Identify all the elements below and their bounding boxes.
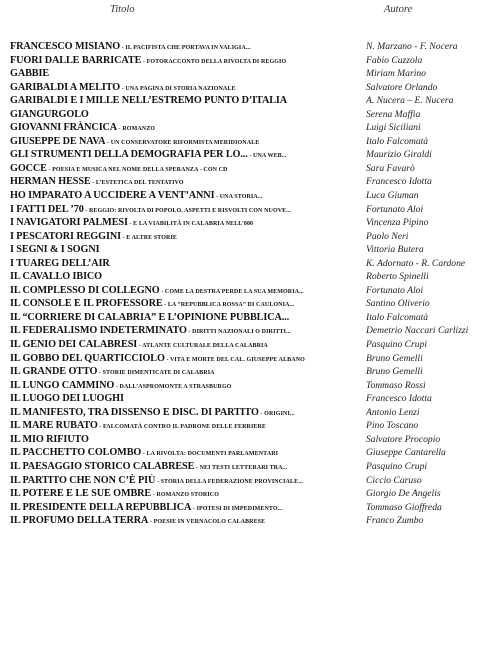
book-author: Fortunato Aloi [366, 284, 424, 296]
book-row [0, 121, 502, 135]
book-row [0, 514, 502, 528]
book-title: IL LUNGO CAMMINO [10, 379, 115, 391]
book-author: N. Marzano - F. Nocera [366, 41, 458, 52]
book-subtitle: - DIRITTI NAZIONALI O DIRITTI... [186, 329, 291, 336]
book-title: IL MANIFESTO, TRA DISSENSO E DISC. DI PARTITO [10, 406, 259, 418]
book-author: Pino Toscano [366, 420, 419, 432]
book-author: Bruno Gemelli [366, 366, 423, 378]
book-subtitle: - UN CONSERVATORE RIFORMISTA MERIDIONALE [105, 139, 260, 146]
book-row [0, 270, 502, 284]
book-row [0, 474, 502, 488]
book-author: Fabio Cuzzola [366, 54, 423, 66]
book-author: Tommaso Gioffreda [366, 501, 442, 513]
book-author: Roberto Spinelli [366, 271, 429, 283]
book-author: Antonio Lenzi [366, 406, 420, 418]
book-author: Santino Oliverio [366, 298, 430, 310]
book-subtitle: - POESIE IN VERNACOLO CALABRESE [148, 519, 266, 526]
book-title-cell [10, 270, 362, 284]
book-subtitle: - ROMANZO [117, 126, 156, 133]
book-row [0, 203, 502, 217]
book-subtitle: - DALL’ASPROMONTE A STRASBURGO [114, 383, 232, 390]
book-subtitle: - FOTORACCONTO DELLA RIVOLTA DI REGGIO [141, 58, 287, 65]
book-title: IL MIO RIFIUTO [10, 433, 89, 445]
book-row [0, 338, 502, 352]
book-row [0, 446, 502, 460]
book-subtitle: - LA “REPUBBLICA ROSSA” DI CAULONIA... [162, 302, 295, 309]
book-title-cell [10, 433, 362, 447]
book-subtitle: - VITA E MORTE DEL CAL. GIUSEPPE ALBANO [164, 356, 305, 363]
book-author: Tommaso Rossi [366, 379, 426, 391]
book-subtitle: - E LA VIABILITÀ IN CALABRIA NELL’800 [127, 221, 254, 228]
book-title: IL PACCHETTO COLOMBO [10, 447, 142, 459]
book-author: Pasquino Crupi [366, 339, 428, 351]
book-title: GLI STRUMENTI DELLA DEMOGRAFIA PER LO... [10, 149, 248, 161]
book-subtitle: - REGGIO: RIVOLTA DI POPOLO. ASPETTI E RISVOLTI CON NUOVE... [83, 207, 292, 214]
book-author: Bruno Gemelli [366, 352, 423, 364]
book-row [0, 460, 502, 474]
book-author: Luca Giuman [366, 190, 419, 202]
book-subtitle: - IL PACIFISTA CHE PORTAVA IN VALIGIA... [120, 45, 251, 51]
book-title: HO IMPARATO A UCCIDERE A VENT’ANNI [10, 190, 215, 202]
book-title: GIANGURGOLO [10, 108, 89, 120]
book-row [0, 81, 502, 95]
book-title-cell [10, 257, 362, 271]
book-title-cell [10, 514, 362, 530]
book-author: Pasquino Crupi [366, 460, 428, 472]
book-author: Ciccio Caruso [366, 474, 422, 486]
book-subtitle: - STORIA DELLA FEDERAZIONE PROVINCIALE... [155, 478, 304, 485]
book-row [0, 189, 502, 203]
book-title: I PESCATORI REGGINI [10, 230, 121, 242]
book-row [0, 419, 502, 433]
book-author: Francesco Idotta [366, 393, 432, 405]
book-subtitle: - STORIE DIMENTICATE DI CALABRIA [97, 370, 215, 377]
book-title: I TUAREG DELL’AIR [10, 257, 110, 269]
book-row [0, 311, 502, 325]
book-author: Italo Falcomatà [366, 135, 429, 147]
book-subtitle: - ORIGINI... [258, 410, 295, 417]
book-author: Franco Zumbo [366, 515, 424, 527]
book-subtitle: - FALCOMATÀ CONTRO IL PADRONE DELLE FERRIERE [97, 424, 267, 431]
book-title: I NAVIGATORI PALMESI [10, 217, 128, 229]
book-row [0, 257, 502, 271]
title-column-label: Titolo [110, 4, 135, 15]
book-author: K. Adornato - R. Cardone [366, 257, 466, 269]
book-title: IL CONSOLE E IL PROFESSORE [10, 298, 163, 310]
book-author: Italo Falcomatà [366, 311, 429, 323]
book-title: I FATTI DEL ’70 [10, 203, 84, 215]
book-author: Demetrio Naccari Carlizzi [366, 325, 469, 337]
book-title: IL “CORRIERE DI CALABRIA” E L’OPINIONE PUBBLICA... [10, 311, 290, 323]
book-author: Serena Maffia [366, 108, 421, 120]
book-title-cell [10, 67, 362, 81]
book-title-cell [10, 243, 362, 257]
book-title: HERMAN HESSE [10, 176, 91, 188]
book-row [0, 379, 502, 393]
book-row [0, 175, 502, 189]
book-title: GIOVANNI FRÀNCICA [10, 122, 118, 134]
book-author: Giuseppe Cantarella [366, 447, 446, 459]
book-row [0, 148, 502, 162]
book-row [0, 433, 502, 447]
book-row [0, 162, 502, 176]
book-title: IL PARTITO CHE NON C’È PIÙ [10, 474, 156, 486]
book-row [0, 392, 502, 406]
book-subtitle: - NEI TESTI LETTERARI TRA... [194, 464, 288, 471]
book-subtitle: - ROMANZO STORICO [151, 492, 219, 499]
book-author: Miriam Marino [366, 68, 426, 80]
book-row [0, 284, 502, 298]
author-column-label: Autore [384, 4, 413, 15]
book-row [0, 108, 502, 122]
book-row [0, 324, 502, 338]
book-title: GABBIE [10, 68, 50, 80]
book-author: A. Nucera – E. Nucera [366, 95, 454, 107]
book-row [0, 230, 502, 244]
book-row [0, 40, 502, 54]
book-title: IL GOBBO DEL QUARTICCIOLO [10, 352, 165, 364]
book-subtitle: - E ALTRE STORIE [120, 234, 178, 241]
book-title-cell [10, 311, 362, 325]
book-title: IL CAVALLO IBICO [10, 271, 103, 283]
book-row [0, 487, 502, 501]
book-author: Sara Favarò [366, 162, 415, 174]
book-row [0, 94, 502, 108]
book-subtitle: - POESIA E MUSICA NEL NOME DELLA SPERANZA - CON CD [46, 166, 228, 173]
book-subtitle: - ATLANTE CULTURALE DELLA CALABRIA [137, 343, 268, 350]
book-subtitle: - IPOTESI DI IMPEDIMENTO... [191, 505, 283, 512]
book-title: IL GRANDE OTTO [10, 366, 98, 378]
book-row [0, 501, 502, 515]
book-title: GARIBALDI A MELITO [10, 81, 121, 93]
book-title: IL MARE RUBATO [10, 420, 98, 432]
book-subtitle: - COME LA DESTRA PERDE LA SUA MEMORIA... [159, 288, 304, 295]
book-row [0, 297, 502, 311]
book-row [0, 365, 502, 379]
book-title: IL COMPLESSO DI COLLEGNO [10, 284, 160, 296]
book-author: Salvatore Procopio [366, 433, 441, 445]
book-subtitle: - LA RIVOLTA: DOCUMENTI PARLAMENTARI [141, 451, 279, 458]
book-row [0, 243, 502, 257]
book-title: IL PRESIDENTE DELLA REPUBBLICA [10, 501, 192, 513]
book-title: GOCCE [10, 162, 47, 174]
book-title: I SEGNI & I SOGNI [10, 244, 100, 256]
book-subtitle: - UNA STORIA... [214, 194, 263, 201]
book-row [0, 352, 502, 366]
book-row [0, 216, 502, 230]
book-author: Salvatore Orlando [366, 81, 438, 93]
book-title-cell [10, 392, 362, 406]
book-author: Vincenza Pipino [366, 217, 429, 229]
book-subtitle: - UNA PAGINA DI STORIA NAZIONALE [120, 85, 236, 92]
book-author: Luigi Siciliani [366, 122, 421, 134]
book-title: FRANCESCO MISIANO [10, 41, 121, 52]
book-author: Francesco Idotta [366, 176, 432, 188]
book-author: Maurizio Giraldi [366, 149, 432, 161]
book-title: IL PROFUMO DELLA TERRA [10, 515, 149, 527]
book-subtitle: - L’ESTETICA DEL TENTATIVO [90, 180, 184, 187]
book-title-cell [10, 108, 362, 122]
column-header [0, 4, 502, 20]
book-subtitle: - UNA WEB... [247, 153, 287, 160]
book-title: IL PAESAGGIO STORICO CALABRESE [10, 460, 195, 472]
book-author: Paolo Neri [366, 230, 409, 242]
book-row [0, 406, 502, 420]
book-row [0, 67, 502, 81]
book-title: IL LUOGO DEI LUOGHI [10, 393, 124, 405]
book-title: FUORI DALLE BARRICATE [10, 54, 142, 66]
book-title: GIUSEPPE DE NAVA [10, 135, 106, 147]
book-title: IL GENIO DEI CALABRESI [10, 339, 138, 351]
book-row [0, 135, 502, 149]
book-title: GARIBALDI E I MILLE NELL’ESTREMO PUNTO D’ITALIA [10, 95, 288, 107]
book-author: Vittoria Butera [366, 244, 424, 256]
book-title-cell [10, 94, 362, 108]
book-author: Fortunato Aloi [366, 203, 424, 215]
book-list [0, 40, 502, 528]
book-row [0, 54, 502, 68]
book-title: IL FEDERALISMO INDETERMINATO [10, 325, 187, 337]
book-author: Giorgio De Angelis [366, 488, 441, 500]
book-title: IL POTERE E LE SUE OMBRE [10, 488, 152, 500]
